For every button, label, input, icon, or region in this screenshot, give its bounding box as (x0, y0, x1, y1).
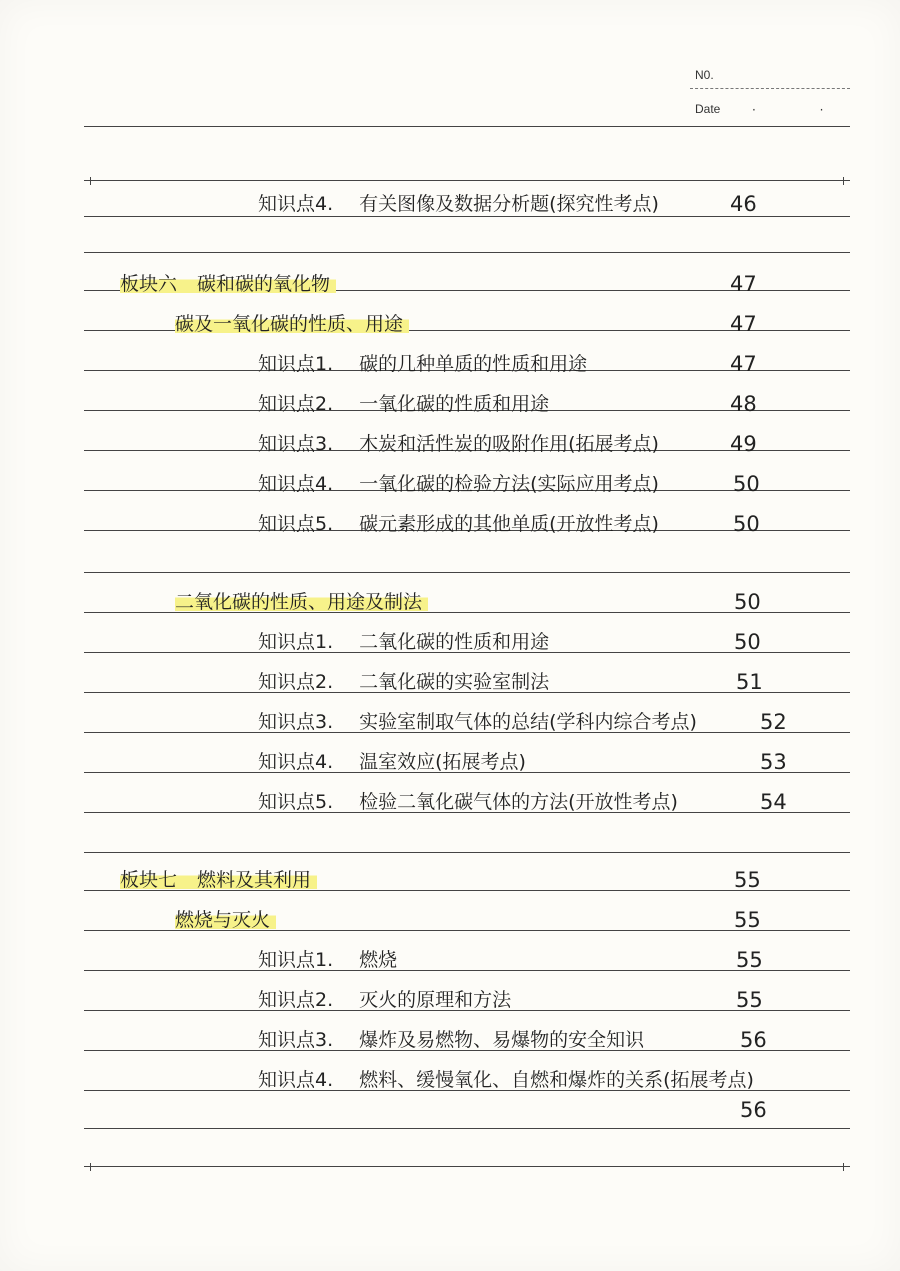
subsection-heading (175, 312, 409, 336)
entry-text: 实验室制取气体的总结(学科内综合考点) (359, 711, 697, 733)
notebook-no-label: N0. (695, 68, 714, 82)
ruled-line (84, 180, 850, 181)
entry-text: 二氧化碳的实验室制法 (359, 671, 550, 693)
toc-entry (258, 670, 549, 694)
entry-title (258, 671, 549, 693)
entry-label: 知识点2. (258, 671, 334, 693)
entry-title (258, 473, 659, 495)
header-dashed-line (690, 88, 850, 89)
entry-text: 碳的几种单质的性质和用途 (359, 353, 588, 375)
toc-entry (258, 1028, 644, 1052)
entry-title (258, 513, 659, 535)
entry-text: 碳及一氧化碳的性质、用途 (175, 313, 404, 335)
entry-text: 爆炸及易燃物、易爆物的安全知识 (359, 1029, 645, 1051)
page-number: 55 (736, 948, 763, 972)
entry-title (258, 433, 659, 455)
page-number: 55 (736, 988, 763, 1012)
page-number: 47 (730, 272, 757, 296)
subsection-heading (175, 908, 276, 932)
page-number: 47 (730, 312, 757, 336)
ruled-line (84, 1166, 850, 1167)
entry-label: 知识点3. (258, 433, 334, 455)
toc-entry (258, 512, 659, 536)
entry-text: 一氧化碳的性质和用途 (359, 393, 550, 415)
highlighted-title (120, 869, 317, 891)
page-number: 56 (740, 1098, 767, 1122)
entry-title (258, 1029, 644, 1051)
toc-entry (258, 988, 511, 1012)
entry-title (258, 791, 678, 813)
page-number: 55 (734, 868, 761, 892)
page-number: 47 (730, 352, 757, 376)
entry-label: 知识点4. (258, 473, 334, 495)
entry-title (258, 711, 697, 733)
entry-text: 二氧化碳的性质和用途 (359, 631, 550, 653)
entry-label: 知识点5. (258, 791, 334, 813)
entry-text: 燃料及其利用 (197, 869, 312, 891)
highlighted-title (175, 909, 276, 931)
page-number: 52 (760, 710, 787, 734)
toc-entry (258, 630, 549, 654)
page-number: 50 (734, 590, 761, 614)
ruled-line (84, 1128, 850, 1129)
entry-text: 燃料、缓慢氧化、自燃和爆炸的关系(拓展考点) (359, 1069, 754, 1091)
page-number: 51 (736, 670, 763, 694)
entry-text: 检验二氧化碳气体的方法(开放性考点) (359, 791, 678, 813)
entry-label: 知识点3. (258, 711, 334, 733)
toc-entry (258, 710, 697, 734)
page-number: 49 (730, 432, 757, 456)
highlighted-title (175, 591, 428, 613)
entry-title (258, 631, 549, 653)
entry-label: 知识点1. (258, 631, 334, 653)
entry-label: 知识点4. (258, 193, 334, 215)
section-heading (120, 868, 317, 892)
entry-text: 燃烧与灭火 (175, 909, 271, 931)
ruled-line (84, 252, 850, 253)
entry-title (258, 989, 511, 1011)
toc-entry (258, 472, 659, 496)
highlighted-title (175, 313, 409, 335)
entry-label: 知识点3. (258, 1029, 334, 1051)
entry-title (258, 1069, 754, 1091)
entry-title (258, 193, 659, 215)
entry-label: 知识点2. (258, 393, 334, 415)
toc-entry (258, 392, 549, 416)
ruled-line (84, 572, 850, 573)
entry-title (258, 393, 549, 415)
toc-entry (258, 948, 397, 972)
toc-entry (258, 192, 659, 216)
page-number: 53 (760, 750, 787, 774)
toc-entry (258, 432, 659, 456)
entry-text: 灭火的原理和方法 (359, 989, 512, 1011)
page-number: 48 (730, 392, 757, 416)
entry-title (258, 751, 526, 773)
ruled-line (84, 216, 850, 217)
highlighted-title (120, 273, 336, 295)
entry-text: 一氧化碳的检验方法(实际应用考点) (359, 473, 659, 495)
page-number: 50 (734, 630, 761, 654)
page-number: 55 (734, 908, 761, 932)
entry-text: 碳和碳的氧化物 (197, 273, 331, 295)
entry-label: 知识点4. (258, 751, 334, 773)
entry-label: 知识点1. (258, 949, 334, 971)
page-number: 50 (733, 472, 760, 496)
entry-label: 知识点2. (258, 989, 334, 1011)
entry-label: 知识点5. (258, 513, 334, 535)
entry-label: 知识点4. (258, 1069, 334, 1091)
entry-label: 知识点1. (258, 353, 334, 375)
ruled-line (84, 126, 850, 127)
toc-entry (258, 750, 526, 774)
entry-text: 木炭和活性炭的吸附作用(拓展考点) (359, 433, 659, 455)
page-number: 46 (730, 192, 757, 216)
entry-label: 板块六 (120, 273, 178, 295)
entry-text: 碳元素形成的其他单质(开放性考点) (359, 513, 659, 535)
date-dots: · · (752, 103, 854, 117)
entry-text: 有关图像及数据分析题(探究性考点) (359, 193, 659, 215)
entry-title (258, 949, 397, 971)
page-number: 50 (733, 512, 760, 536)
toc-entry (258, 790, 678, 814)
entry-text: 燃烧 (359, 949, 398, 971)
notebook-date-label: Date (695, 102, 721, 116)
page-number: 54 (760, 790, 787, 814)
page-number: 56 (740, 1028, 767, 1052)
entry-label: 板块七 (120, 869, 178, 891)
entry-title (258, 353, 587, 375)
ruled-line (84, 852, 850, 853)
entry-text: 二氧化碳的性质、用途及制法 (175, 591, 423, 613)
section-heading (120, 272, 336, 296)
toc-entry (258, 1068, 754, 1092)
entry-text: 温室效应(拓展考点) (359, 751, 526, 773)
subsection-heading (175, 590, 428, 614)
toc-entry (258, 352, 587, 376)
